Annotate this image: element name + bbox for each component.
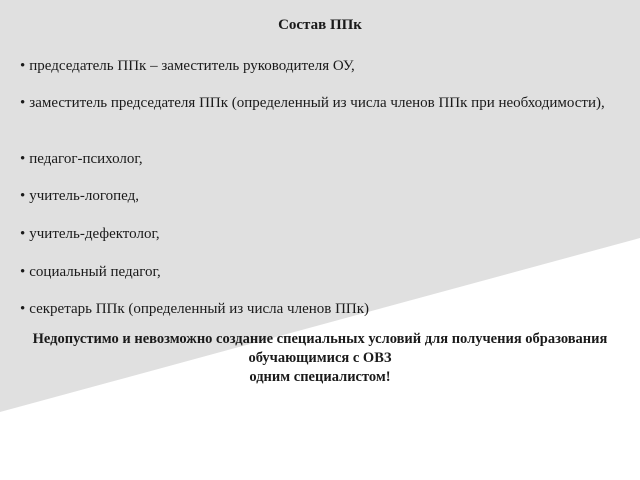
note-line: одним специалистом!: [249, 369, 391, 385]
list-item: [20, 225, 620, 244]
list-item-text: педагог-психолог,: [29, 151, 143, 167]
bullet: •: [20, 58, 26, 74]
bullet: •: [20, 264, 26, 280]
list-item: [20, 57, 620, 76]
list-item: [20, 187, 620, 206]
list-item-text: учитель-логопед,: [29, 188, 140, 204]
slide-title: Состав ППк: [278, 17, 362, 33]
bullet: •: [20, 301, 26, 317]
list-item-text: учитель-дефектолог,: [29, 226, 160, 242]
bullet: •: [20, 188, 26, 204]
list-item: [20, 300, 620, 319]
bullet: •: [20, 95, 26, 111]
list-item-text: заместитель председателя ППк (определенный из числа членов ППк при необходимости),: [29, 95, 605, 111]
list-item-text: социальный педагог,: [29, 264, 161, 280]
list-item: [20, 150, 620, 169]
bullet: •: [20, 151, 26, 167]
list-item-text: председатель ППк – заместитель руководителя ОУ,: [29, 58, 355, 74]
list-item-text: секретарь ППк (определенный из числа членов ППк): [29, 301, 370, 317]
list-item: [20, 94, 620, 113]
list-item: [20, 263, 620, 282]
bullet: •: [20, 226, 26, 242]
note-line: Недопустимо и невозможно создание специальных условий для получения образования обучающимися с ОВЗ: [32, 331, 608, 366]
important-note: [30, 330, 610, 387]
